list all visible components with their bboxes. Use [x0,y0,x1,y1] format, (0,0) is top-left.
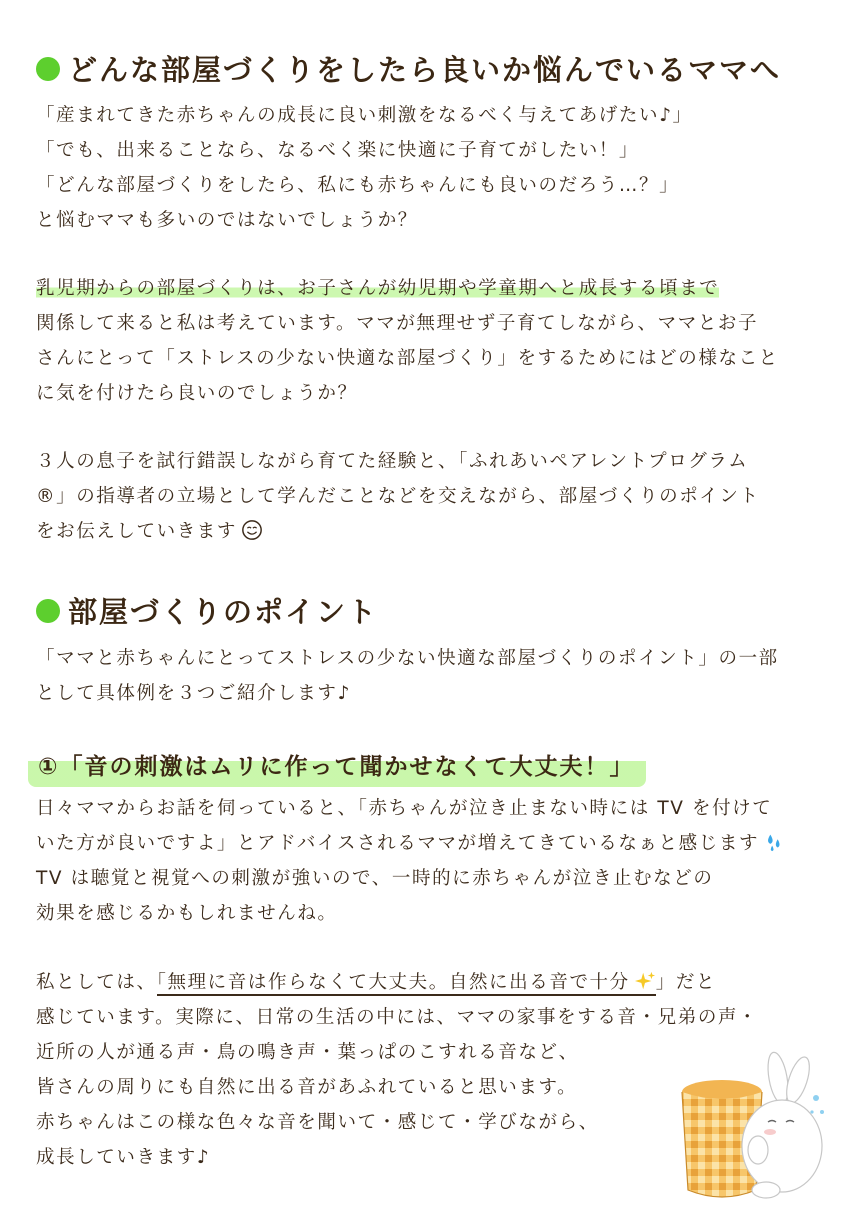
room-making-paragraph [36,271,779,411]
points-intro-paragraph [36,641,779,711]
text-line: 関係して来ると私は考えています。ママが無理せず子育てしながら、ママとお子 [36,313,759,334]
text-line: さんにとって「ストレスの少ない快適な部屋づくり」をするためにはどの様なこと [36,348,779,369]
section-heading-2 [36,590,378,631]
text-line: 感じています。実際に、日常の生活の中には、ママの家事をする音・兄弟の声・ [36,1007,759,1028]
text-line: として具体例を３つご紹介します♪ [36,683,351,704]
text-line-content: をお伝えしていきます [36,521,238,542]
point-1-paragraph-2 [36,965,758,1175]
bunny-with-basket-illustration [670,1050,840,1210]
underlined-text [157,972,656,996]
text-line: と悩むママも多いのではないでしょうか？ [36,210,418,231]
intro-paragraph [36,98,693,238]
text-line: 「でも、出来ることなら、なるべく楽に快適に子育てがしたい！」 [36,140,640,161]
text-line: 赤ちゃんはこの様な色々な音を聞いて・感じて・学びながら、 [36,1112,599,1133]
text-line: 効果を感じるかもしれませんね。 [36,903,338,924]
smile-emoji-icon [241,519,263,541]
text-line: 「産まれてきた赤ちゃんの成長に良い刺激をなるべく与えてあげたい♪」 [36,105,693,126]
text-line: 日々ママからお話を伺っていると、「赤ちゃんが泣き止まない時には TV を付けて [36,798,773,819]
highlighted-text: 乳児期からの部屋づくりは、お子さんが幼児期や学童期へと成長する頃まで [36,278,720,299]
green-bullet-icon [36,599,60,623]
text-line [36,826,785,861]
sparkles-icon [634,970,656,992]
text-line: に気を付けたら良いのでしょうか？ [36,383,358,404]
text-suffix: 」だと [655,972,717,993]
sweat-drops-icon [763,831,785,853]
section-heading-1-text: どんな部屋づくりをしたら良いか悩んでいるママへ [68,53,782,87]
text-line: 成長していきます♪ [36,1147,211,1168]
section-heading-2-text: 部屋づくりのポイント [68,595,379,629]
text-line: 「どんな部屋づくりをしたら、私にも赤ちゃんにも良いのだろう…？」 [36,175,680,196]
underlined-text-content: 「無理に音は作らなくて大丈夫。自然に出る音で十分 [156,972,630,993]
section-heading-1 [36,48,781,89]
text-line [36,514,760,549]
text-line: 皆さんの周りにも自然に出る音があふれていると思います。 [36,1077,578,1098]
text-line [36,965,758,1000]
green-bullet-icon [36,57,60,81]
point-1-title: ①「音の刺激はムリに作って聞かせなくて大丈夫！」 [28,744,646,787]
text-line [36,271,779,306]
text-line: ®」の指導者の立場として学んだことなどを交えながら、部屋づくりのポイント [36,486,760,507]
text-line-content: いた方が良いですよ」とアドバイスされるママが増えてきているなぁと感じます [36,833,760,854]
point-1-paragraph-1 [36,791,785,931]
text-line: 近所の人が通る声・鳥の鳴き声・葉っぱのこすれる音など、 [36,1042,579,1063]
text-line: TV は聴覚と視覚への刺激が強いので、一時的に赤ちゃんが泣き止むなどの [36,868,714,889]
text-prefix: 私としては、 [36,972,157,993]
experience-paragraph [36,444,760,549]
text-line: ３人の息子を試行錯誤しながら育てた経験と、「ふれあいペアレントプログラム [36,451,749,472]
text-line: 「ママと赤ちゃんにとってストレスの少ない快適な部屋づくりのポイント」の一部 [36,648,779,669]
